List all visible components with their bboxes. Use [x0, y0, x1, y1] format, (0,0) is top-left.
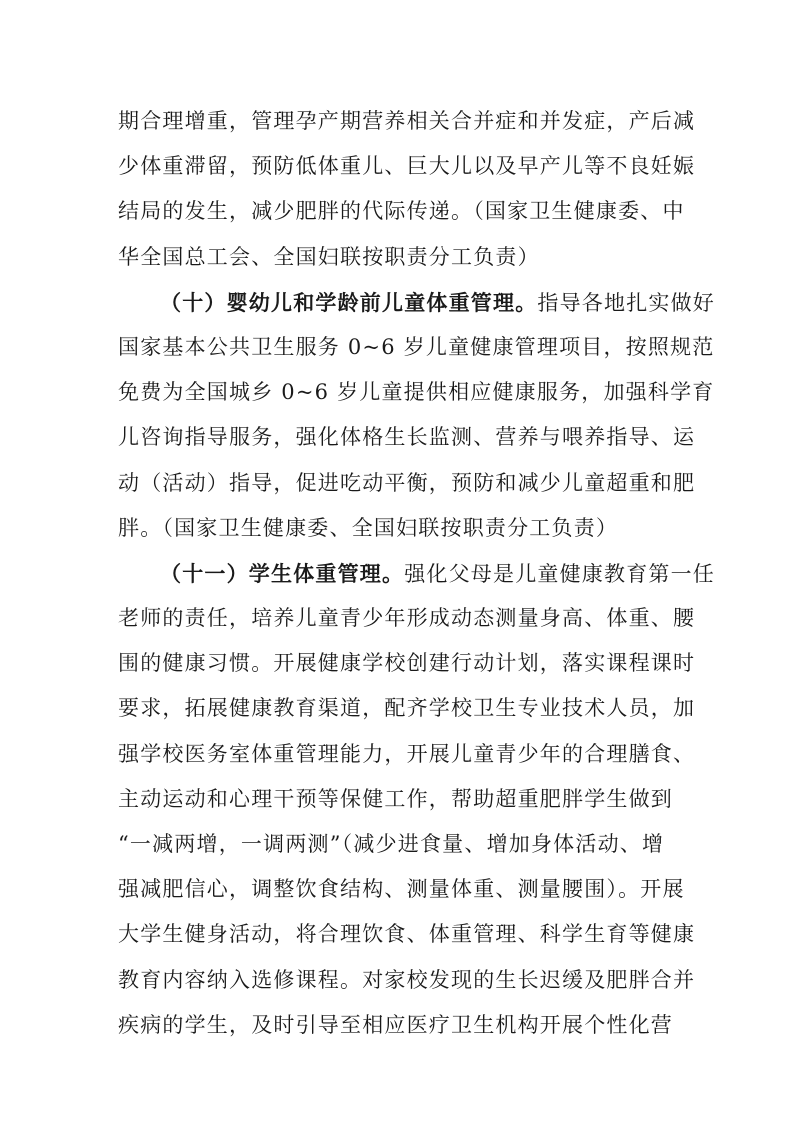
text-line: 强学校医务室体重管理能力，开展儿童青少年的合理膳食、 [118, 741, 696, 766]
text-line [118, 280, 716, 325]
paragraph-student-weight [118, 551, 716, 1048]
text-line: 儿咨询指导服务，强化体格生长监测、营养与喂养指导、运 [118, 425, 696, 450]
section-heading: （十一）学生体重管理。 [160, 560, 405, 586]
text-line: 华全国总工会、全国妇联按职责分工负责） [118, 244, 540, 269]
text-line: 期合理增重，管理孕产期营养相关合并症和并发症，产后减 [118, 109, 696, 133]
text-line: 围的健康习惯。开展健康学校创建行动计划，落实课程课时 [118, 651, 696, 676]
text-line: 教育内容纳入选修课程。对家校发现的生长迟缓及肥胖合并 [118, 967, 696, 992]
text-line: 免费为全国城乡 0~6 岁儿童提供相应健康服务，加强科学育 [118, 380, 715, 405]
text-line: 动（活动）指导，促进吃动平衡，预防和减少儿童超重和肥 [118, 470, 696, 495]
text-line: 大学生健身活动，将合理饮食、体重管理、科学生育等健康 [118, 922, 696, 947]
text-line: 主动运动和心理干预等保健工作，帮助超重肥胖学生做到 [118, 786, 673, 811]
text-line: 结局的发生，减少肥胖的代际传递。（国家卫生健康委、中 [118, 199, 685, 224]
document-body [118, 99, 716, 1048]
text-line: 要求，拓展健康教育渠道，配齐学校卫生专业技术人员，加 [118, 696, 696, 721]
section-heading: （十）婴幼儿和学龄前儿童体重管理。 [160, 289, 538, 315]
text-line [118, 551, 716, 596]
text-line: 疾病的学生，及时引导至相应医疗卫生机构开展个性化营 [118, 1012, 673, 1037]
text-line: 少体重滞留，预防低体重儿、巨大儿以及早产儿等不良妊娠 [118, 154, 696, 179]
paragraph-infant-preschool [118, 280, 716, 551]
text-line: 强减肥信心，调整饮食结构、测量体重、测量腰围）。开展 [118, 877, 685, 902]
section-text: 指导各地扎实做好 [537, 290, 716, 315]
text-line: 老师的责任，培养儿童青少年形成动态测量身高、体重、腰 [118, 606, 696, 631]
text-line: 国家基本公共卫生服务 0~6 岁儿童健康管理项目，按照规范 [118, 334, 715, 359]
text-line: “一减两增，一调两测”（减少进食量、增加身体活动、增 [118, 832, 665, 856]
text-line: 胖。（国家卫生健康委、全国妇联按职责分工负责） [118, 515, 619, 540]
section-text: 强化父母是儿童健康教育第一任 [404, 561, 716, 586]
paragraph-pregnancy-weight [118, 99, 696, 280]
